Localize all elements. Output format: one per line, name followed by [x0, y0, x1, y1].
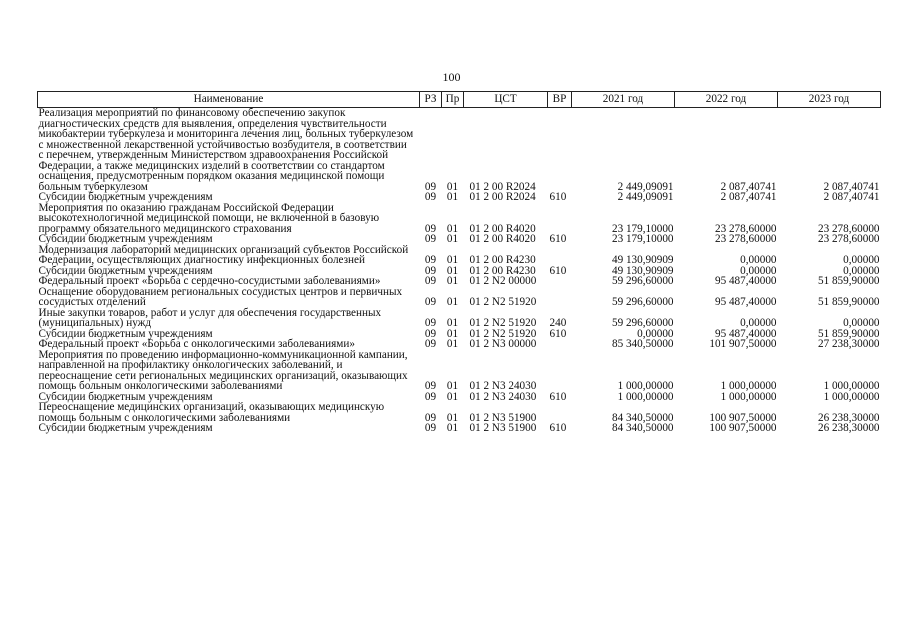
- value-2023-cell: 51 859,90000: [817, 327, 880, 340]
- value-2023-cell: 0,00000: [843, 264, 880, 277]
- pr-cell: 01: [446, 380, 459, 392]
- pr-cell: 01: [446, 233, 459, 245]
- name-cell: Оснащение оборудованием региональных сосудистых центров и первичных сосудистых отделений: [38, 285, 403, 308]
- cst-cell: 01 2 00 R4230: [469, 254, 536, 266]
- pr-cell: 01: [446, 275, 459, 287]
- value-2023-cell: 23 278,60000: [817, 233, 880, 245]
- budget-table: [37, 91, 881, 434]
- cst-cell: 01 2 N3 24030: [469, 380, 537, 392]
- vr-cell: 610: [549, 422, 567, 434]
- value-2022-cell: 95 487,40000: [714, 275, 777, 287]
- table-row: [38, 203, 881, 235]
- pr-cell: 01: [446, 254, 459, 266]
- cst-cell: 01 2 N2 51920: [469, 317, 537, 329]
- value-2022-cell: 100 907,50000: [709, 422, 777, 434]
- value-2023-cell: 0,00000: [843, 254, 880, 266]
- value-2021-cell: 84 340,50000: [611, 422, 674, 434]
- rz-cell: 09: [424, 233, 437, 245]
- value-2023-cell: 1 000,00000: [823, 380, 880, 392]
- name-cell: Переоснащение медицинских организаций, оказывающих медицинскую помощь больным с онкологическими заболеваниями: [38, 401, 385, 424]
- value-2022-cell: 95 487,40000: [714, 296, 777, 308]
- vr-cell: 610: [549, 233, 567, 245]
- header-rz: РЗ: [420, 92, 442, 108]
- value-2021-cell: 85 340,50000: [611, 338, 674, 350]
- table-row: [38, 402, 881, 423]
- value-2022-cell: 95 487,40000: [714, 327, 777, 340]
- header-2023: 2023 год: [778, 92, 881, 108]
- table-row: [38, 308, 881, 329]
- pr-cell: 01: [446, 317, 459, 329]
- pr-cell: 01: [446, 222, 459, 235]
- vr-cell: 610: [549, 264, 567, 277]
- value-2022-cell: 101 907,50000: [709, 338, 777, 350]
- rz-cell: 09: [424, 422, 437, 434]
- vr-cell: [548, 287, 572, 308]
- value-2023-cell: 26 238,30000: [817, 422, 880, 434]
- value-2021-cell: 0,00000: [637, 327, 674, 340]
- name-cell: Федеральный проект «Борьба с онкологическими заболеваниями»: [38, 338, 355, 350]
- table-row: [38, 108, 881, 193]
- value-2021-cell: 59 296,60000: [611, 296, 674, 308]
- vr-cell: [548, 350, 572, 392]
- cst-cell: 01 2 N3 00000: [469, 338, 537, 350]
- cst-cell: 01 2 N3 51900: [469, 422, 537, 434]
- rz-cell: 09: [424, 180, 437, 193]
- rz-cell: 09: [424, 338, 437, 350]
- value-2021-cell: 23 179,10000: [611, 233, 674, 245]
- value-2022-cell: 0,00000: [740, 264, 777, 277]
- value-2022-cell: 1 000,00000: [720, 390, 777, 403]
- name-cell: Субсидии бюджетным учреждениям: [38, 327, 213, 340]
- header-cst: ЦСТ: [464, 92, 548, 108]
- value-2021-cell: 2 449,09091: [617, 191, 674, 203]
- pr-cell: 01: [446, 264, 459, 277]
- rz-cell: 09: [424, 275, 437, 287]
- value-2021-cell: 49 130,90909: [611, 264, 674, 277]
- value-2021-cell: 2 449,09091: [617, 180, 674, 193]
- cst-cell: 01 2 N3 51900: [469, 411, 537, 424]
- vr-cell: [548, 108, 572, 193]
- rz-cell: 09: [424, 317, 437, 329]
- vr-cell: [548, 402, 572, 423]
- pr-cell: 01: [446, 327, 459, 340]
- vr-cell: [548, 339, 572, 350]
- rz-cell: 09: [424, 327, 437, 340]
- vr-cell: [548, 276, 572, 287]
- table-header: [38, 92, 881, 108]
- rz-cell: 09: [424, 296, 437, 308]
- value-2023-cell: 0,00000: [843, 317, 880, 329]
- cst-cell: 01 2 N2 51920: [469, 296, 537, 308]
- name-cell: Субсидии бюджетным учреждениям: [38, 191, 213, 203]
- table-row: [38, 234, 881, 245]
- rz-cell: 09: [424, 222, 437, 235]
- value-2021-cell: 1 000,00000: [617, 390, 674, 403]
- table-row: [38, 287, 881, 308]
- rz-cell: 09: [424, 254, 437, 266]
- vr-cell: [548, 203, 572, 235]
- header-row: [38, 92, 881, 108]
- name-cell: Субсидии бюджетным учреждениям: [38, 233, 213, 245]
- value-2021-cell: 23 179,10000: [611, 222, 674, 235]
- table-row: [38, 339, 881, 350]
- value-2022-cell: 1 000,00000: [720, 380, 777, 392]
- rz-cell: 09: [424, 380, 437, 392]
- value-2022-cell: 23 278,60000: [714, 233, 777, 245]
- table-body: [38, 108, 881, 434]
- vr-cell: 240: [549, 317, 567, 329]
- value-2023-cell: 2 087,40741: [823, 191, 880, 203]
- pr-cell: 01: [446, 411, 459, 424]
- header-2022: 2022 год: [675, 92, 778, 108]
- value-2021-cell: 1 000,00000: [617, 380, 674, 392]
- value-2023-cell: 23 278,60000: [817, 222, 880, 235]
- value-2022-cell: 0,00000: [740, 317, 777, 329]
- cst-cell: 01 2 00 R2024: [469, 191, 536, 203]
- value-2022-cell: 23 278,60000: [714, 222, 777, 235]
- name-cell: Модернизация лабораторий медицинских организаций субъектов Российской Федерации, осуществляющих диагностику инфекционных болезней: [38, 243, 409, 266]
- rz-cell: 09: [424, 191, 437, 203]
- name-cell: Мероприятия по проведению информационно-коммуникационной кампании, направленной на профилактику онкологических заболеваний, и переоснащение сети региональных медицинских организаций, оказывающих помощь больным онкологическими заболеваниями: [38, 348, 408, 392]
- name-cell: Федеральный проект «Борьба с сердечно-сосудистыми заболеваниями»: [38, 275, 381, 287]
- cst-cell: 01 2 N2 51920: [469, 327, 537, 340]
- value-2022-cell: 2 087,40741: [720, 180, 777, 193]
- value-2023-cell: 51 859,90000: [817, 296, 880, 308]
- value-2022-cell: 100 907,50000: [709, 411, 777, 424]
- name-cell: Субсидии бюджетным учреждениям: [38, 422, 213, 434]
- name-cell: Мероприятия по оказанию гражданам Российской Федерации высокотехнологичной медицинской помощи, не включенной в базовую программу обязательного медицинского страхования: [38, 201, 380, 235]
- value-2021-cell: 84 340,50000: [611, 411, 674, 424]
- value-2022-cell: 2 087,40741: [720, 191, 777, 203]
- vr-cell: [548, 245, 572, 266]
- cst-cell: 01 2 00 R4020: [469, 222, 536, 235]
- vr-cell: 610: [549, 191, 567, 203]
- pr-cell: 01: [446, 422, 459, 434]
- name-cell: Иные закупки товаров, работ и услуг для обеспечения государственных (муниципальных) нужд: [38, 306, 382, 329]
- table-row: [38, 423, 881, 434]
- value-2021-cell: 59 296,60000: [611, 317, 674, 329]
- header-pr: Пр: [442, 92, 464, 108]
- cst-cell: 01 2 N2 00000: [469, 275, 537, 287]
- header-2021: 2021 год: [572, 92, 675, 108]
- cst-cell: 01 2 00 R4230: [469, 264, 536, 277]
- cst-cell: 01 2 00 R2024: [469, 180, 536, 193]
- rz-cell: 09: [424, 411, 437, 424]
- value-2022-cell: 0,00000: [740, 254, 777, 266]
- cst-cell: 01 2 N3 24030: [469, 390, 537, 403]
- header-name: Наименование: [38, 92, 420, 108]
- value-2023-cell: 27 238,30000: [817, 338, 880, 350]
- pr-cell: 01: [446, 191, 459, 203]
- value-2023-cell: 2 087,40741: [823, 180, 880, 193]
- pr-cell: 01: [446, 180, 459, 193]
- table-row: [38, 276, 881, 287]
- header-vr: ВР: [548, 92, 572, 108]
- name-cell: Реализация мероприятий по финансовому обеспечению закупок диагностических средств для выявления, определения чувствительности микобактерии туберкулеза и мониторинга лечения лиц, больных туберкулезом с множественной лекарственной устойчивостью возбудителя, в соответствии с перечнем, утвержденным Министерством здравоохранения Российской Федерации, а также медицинских изделий в соответствии со стандартом оснащения, предусмотренным порядком оказания медицинской помощи больным туберкулезом: [38, 107, 414, 193]
- table-row: [38, 245, 881, 266]
- pr-cell: 01: [446, 390, 459, 403]
- rz-cell: 09: [424, 390, 437, 403]
- vr-cell: 610: [549, 390, 567, 403]
- table-row: [38, 350, 881, 392]
- value-2023-cell: 26 238,30000: [817, 411, 880, 424]
- value-2023-cell: 1 000,00000: [823, 390, 880, 403]
- value-2023-cell: 51 859,90000: [817, 275, 880, 287]
- cst-cell: 01 2 00 R4020: [469, 233, 536, 245]
- page-number: 100: [442, 70, 461, 84]
- table-row: [38, 192, 881, 203]
- rz-cell: 09: [424, 264, 437, 277]
- name-cell: Субсидии бюджетным учреждениям: [38, 390, 213, 403]
- pr-cell: 01: [446, 296, 459, 308]
- vr-cell: 610: [549, 327, 567, 340]
- pr-cell: 01: [446, 338, 459, 350]
- value-2021-cell: 49 130,90909: [611, 254, 674, 266]
- value-2021-cell: 59 296,60000: [611, 275, 674, 287]
- name-cell: Субсидии бюджетным учреждениям: [38, 264, 213, 277]
